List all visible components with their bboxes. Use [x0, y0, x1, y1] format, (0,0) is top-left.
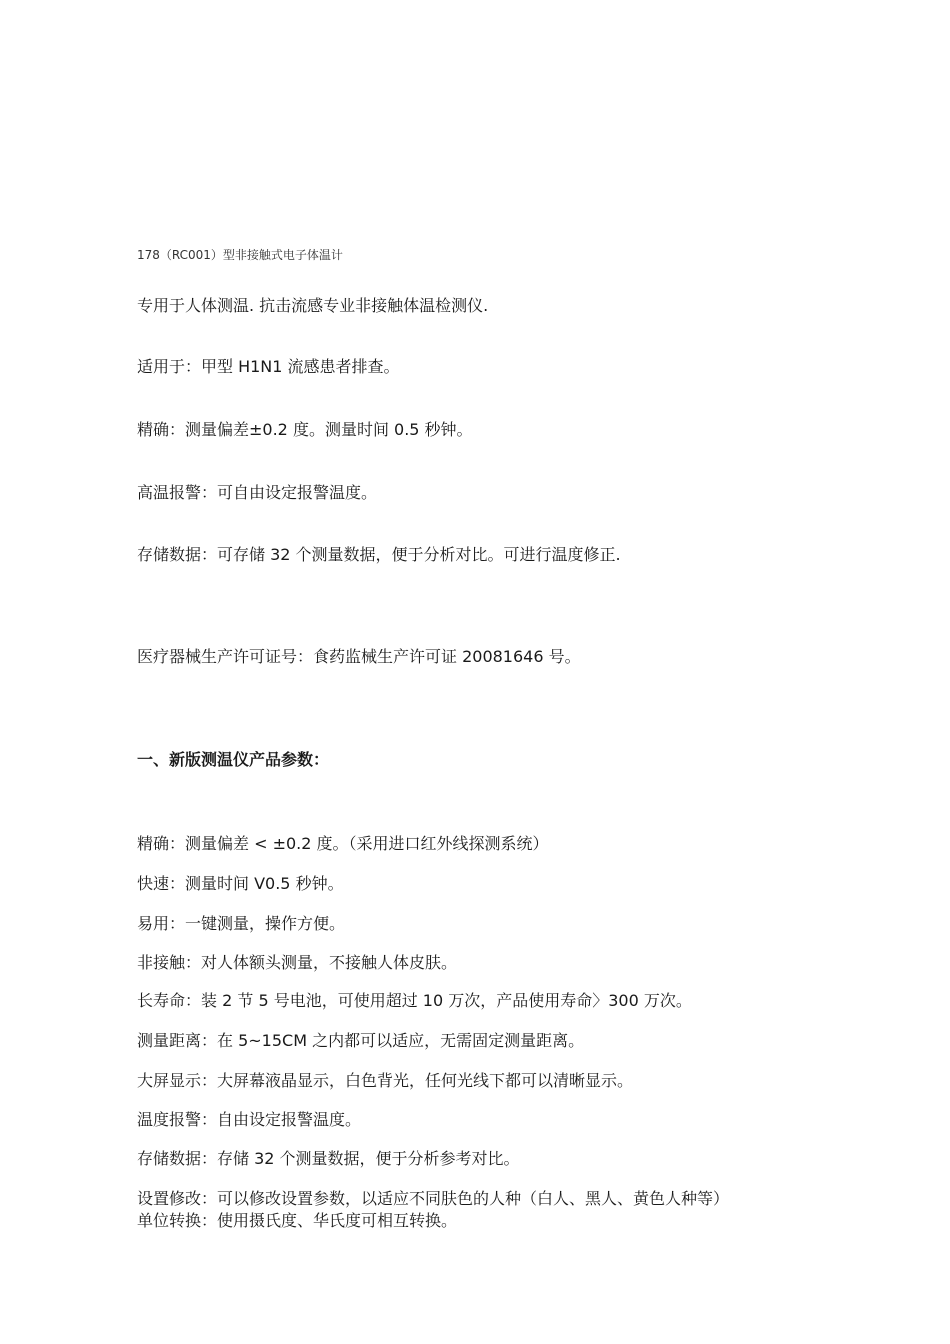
param-item: 长寿命：装 2 节 5 号电池，可使用超过 10 万次，产品使用寿命〉300 万次。 — [137, 991, 692, 1010]
param-item: 温度报警：自由设定报警温度。 — [137, 1110, 362, 1129]
license-line: 医疗器械生产许可证号：食药监械生产许可证 20081646 号。 — [137, 647, 581, 666]
param-item: 快速：测量时间 V0.5 秒钟。 — [137, 874, 344, 893]
param-item: 易用：一键测量，操作方便。 — [137, 914, 346, 933]
intro-line-1: 专用于人体测温. 抗击流感专业非接触体温检测仪. — [137, 296, 489, 315]
intro-line-2: 适用于：甲型 H1N1 流感患者排查。 — [137, 357, 400, 376]
intro-line-3: 精确：测量偏差±0.2 度。测量时间 0.5 秒钟。 — [137, 420, 473, 439]
section-heading: 一、新版测温仪产品参数： — [137, 750, 330, 769]
param-item: 设置修改：可以修改设置参数，以适应不同肤色的人种（白人、黑人、黄色人种等） — [137, 1189, 730, 1208]
param-item: 大屏显示：大屏幕液晶显示，白色背光，任何光线下都可以清晰显示。 — [137, 1071, 634, 1090]
document-title: 178（RC001）型非接触式电子体温计 — [137, 248, 343, 262]
param-item: 测量距离：在 5~15CM 之内都可以适应，无需固定测量距离。 — [137, 1031, 585, 1050]
param-item: 非接触：对人体额头测量，不接触人体皮肤。 — [137, 953, 458, 972]
intro-line-4: 高温报警：可自由设定报警温度。 — [137, 483, 378, 502]
intro-line-5: 存储数据：可存储 32 个测量数据，便于分析对比。可进行温度修正. — [137, 545, 621, 564]
param-item: 精确：测量偏差 < ±0.2 度。（采用进口红外线探测系统） — [137, 834, 549, 853]
param-item: 存储数据：存储 32 个测量数据，便于分析参考对比。 — [137, 1149, 520, 1168]
param-item: 单位转换：使用摄氏度、华氏度可相互转换。 — [137, 1211, 458, 1230]
